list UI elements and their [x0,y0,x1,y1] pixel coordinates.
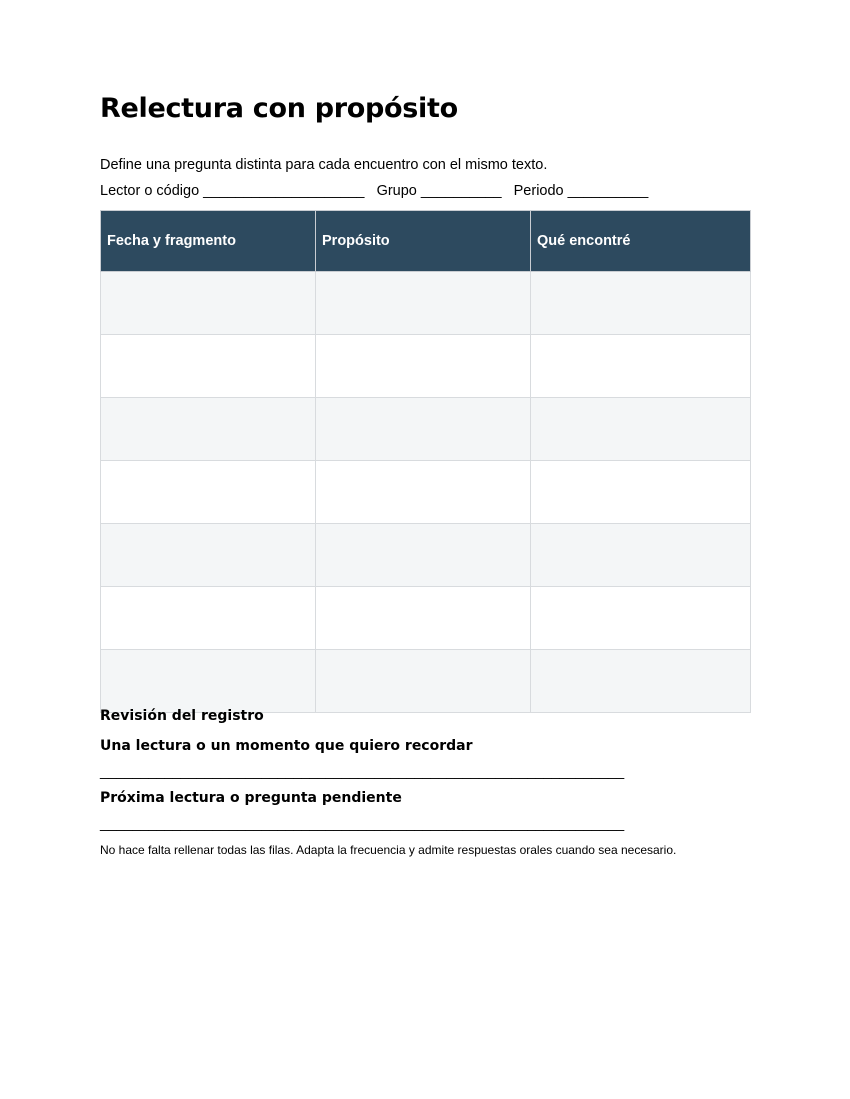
reader-field[interactable]: Lector o código ____________________ [100,183,365,199]
column-header-date-fragment: Fecha y fragmento [101,211,316,272]
period-field[interactable]: Periodo __________ [513,183,649,199]
table-cell[interactable] [531,272,751,335]
table-cell[interactable] [531,587,751,650]
review-heading: Revisión del registro [100,708,264,724]
table-cell[interactable] [316,461,531,524]
footnote: No hace falta rellenar todas las filas. Adapta la frecuencia y admite respuestas orales cuando sea necesario. [100,843,677,857]
table-cell[interactable] [531,461,751,524]
intro-text: Define una pregunta distinta para cada encuentro con el mismo texto. [100,157,548,173]
table-cell[interactable] [101,335,316,398]
table-cell[interactable] [316,587,531,650]
table-cell[interactable] [316,335,531,398]
table-row [101,272,751,335]
page-title: Relectura con propósito [100,93,458,124]
table-cell[interactable] [316,272,531,335]
table-cell[interactable] [531,524,751,587]
table-cell[interactable] [531,335,751,398]
table-cell[interactable] [101,398,316,461]
table-cell[interactable] [101,272,316,335]
memory-prompt: Una lectura o un momento que quiero recordar [100,738,473,754]
memory-answer-line[interactable]: _________________________________________________________________ [100,764,625,780]
next-reading-prompt: Próxima lectura o pregunta pendiente [100,790,402,806]
group-field[interactable]: Grupo __________ [376,183,502,199]
table-row [101,398,751,461]
table-cell[interactable] [101,587,316,650]
table-header-row [101,211,751,272]
table-cell[interactable] [316,524,531,587]
table-cell[interactable] [101,524,316,587]
table-cell[interactable] [316,398,531,461]
table-row [101,650,751,713]
table-cell[interactable] [101,650,316,713]
table-row [101,335,751,398]
table-row [101,461,751,524]
table-row [101,587,751,650]
student-fields [100,183,648,199]
table-cell[interactable] [531,398,751,461]
table-cell[interactable] [101,461,316,524]
table-cell[interactable] [316,650,531,713]
reading-log-table [100,210,751,713]
next-reading-answer-line[interactable]: _________________________________________________________________ [100,816,625,832]
table-row [101,524,751,587]
column-header-findings: Qué encontré [531,211,751,272]
column-header-purpose: Propósito [316,211,531,272]
table-cell[interactable] [531,650,751,713]
